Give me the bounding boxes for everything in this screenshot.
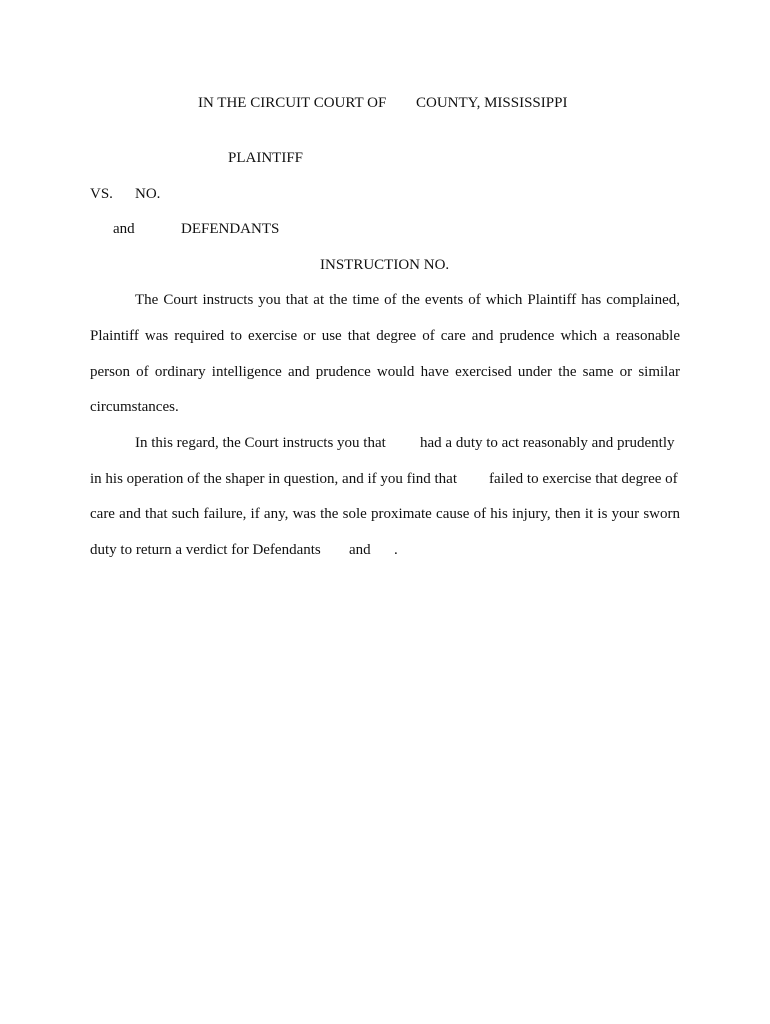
vs-label: VS.	[90, 186, 113, 202]
paragraph-1-line-4: circumstances.	[90, 399, 179, 415]
paragraph-2-line-4a: duty to return a verdict for Defendants	[90, 542, 321, 558]
paragraph-2-line-1a: In this regard, the Court instructs you that	[135, 435, 386, 451]
case-number-label: NO.	[135, 186, 161, 202]
instruction-title: INSTRUCTION NO.	[320, 257, 450, 273]
court-name-suffix: COUNTY, MISSISSIPPI	[416, 95, 568, 111]
paragraph-2-line-3: care and that such failure, if any, was the sole proximate cause of his injury, then it is your sworn	[90, 506, 680, 522]
court-name-prefix: IN THE CIRCUIT COURT OF	[198, 95, 387, 111]
paragraph-1-line-3: person of ordinary intelligence and prudence would have exercised under the same or similar	[90, 364, 680, 380]
paragraph-1-line-2: Plaintiff was required to exercise or use that degree of care and prudence which a reasonable	[90, 328, 680, 344]
paragraph-2-line-2b: failed to exercise that degree of	[489, 471, 678, 487]
paragraph-2-line-4b: and	[349, 542, 371, 558]
defendants-label: DEFENDANTS	[181, 221, 280, 237]
paragraph-2-line-1b: had a duty to act reasonably and prudently	[420, 435, 675, 451]
paragraph-2-line-2a: in his operation of the shaper in question, and if you find that	[90, 471, 458, 487]
and-label: and	[113, 221, 135, 237]
paragraph-2-line-4c: .	[394, 542, 398, 558]
plaintiff-label: PLAINTIFF	[228, 150, 304, 166]
paragraph-1-line-1: The Court instructs you that at the time of the events of which Plaintiff has complained,	[135, 292, 680, 308]
